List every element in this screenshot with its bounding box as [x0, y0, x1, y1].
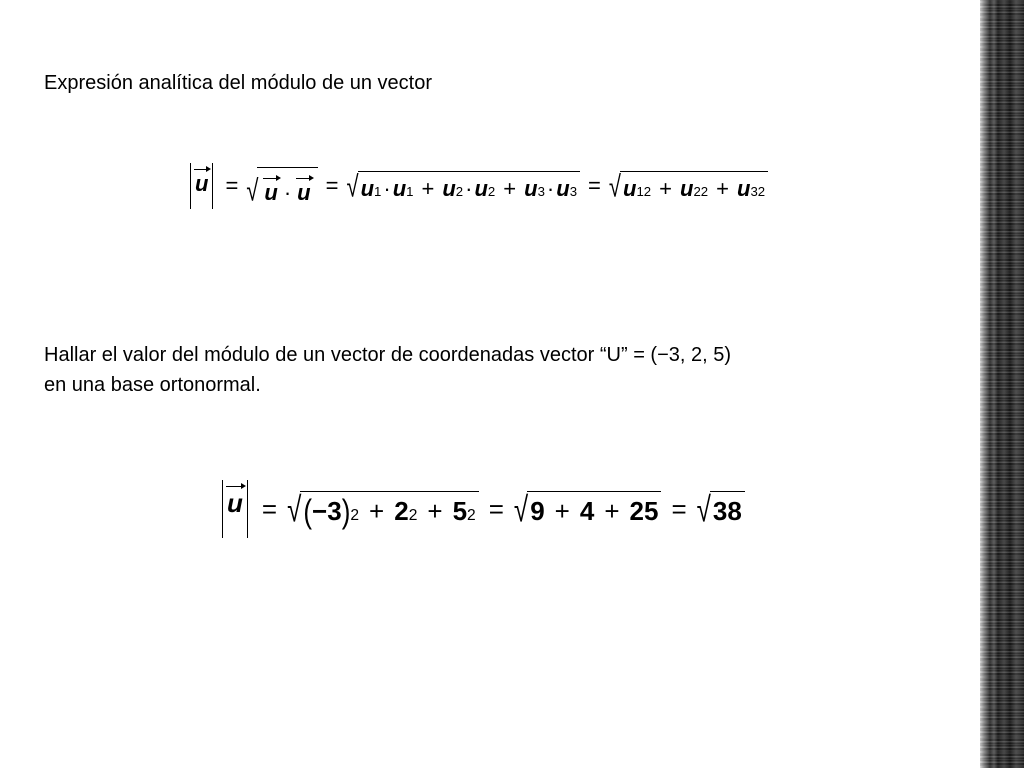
u-term: u	[474, 175, 488, 201]
vector-arrow-icon	[226, 486, 244, 487]
radical-icon: √	[346, 169, 359, 203]
decorative-edge	[980, 0, 1024, 768]
problem-line-2: en una base ortonormal.	[44, 374, 261, 396]
exponent: 2	[700, 183, 709, 199]
u-term: u	[392, 175, 407, 201]
plus-sign: +	[503, 175, 517, 201]
index: 2	[693, 183, 701, 199]
value-25: 25	[629, 496, 659, 526]
plus-sign: +	[421, 175, 435, 201]
index: 3	[569, 183, 578, 199]
vector-module	[222, 480, 248, 538]
equals-sign: =	[325, 173, 339, 198]
sqrt-result	[696, 489, 745, 530]
sqrt-squares-sum	[287, 489, 479, 531]
problem-line-1: Hallar el valor del módulo de un vector de coordenadas vector “U” = (−3, 2, 5)	[44, 344, 732, 366]
exponent: 2	[467, 507, 476, 524]
u-term: u	[360, 175, 375, 201]
equals-sign: =	[671, 493, 687, 524]
component-2: 2	[394, 496, 409, 526]
value-4: 4	[579, 496, 595, 526]
component-neg3: −3	[312, 496, 342, 526]
radical-icon: √	[513, 489, 529, 530]
equals-sign: =	[488, 493, 504, 524]
equals-sign: =	[261, 493, 278, 524]
u-term: u	[736, 175, 751, 201]
plus-sign: +	[604, 496, 620, 526]
dot-operator: ·	[465, 175, 473, 201]
u-term: u	[442, 175, 456, 201]
exponent: 2	[408, 507, 418, 524]
radical-icon: √	[287, 489, 302, 530]
abs-bar-right	[212, 163, 213, 209]
index: 1	[374, 183, 382, 199]
index: 3	[537, 183, 545, 199]
vector-module	[190, 163, 213, 209]
dot-operator: ·	[383, 175, 391, 201]
dot-operator: ·	[283, 179, 292, 205]
module-formula-general	[190, 158, 768, 214]
plus-sign: +	[554, 496, 570, 526]
plus-sign: +	[369, 496, 385, 526]
value-9: 9	[530, 496, 545, 526]
equals-sign: =	[588, 173, 601, 198]
index: 1	[636, 183, 644, 199]
vector-u: u	[195, 171, 209, 196]
sqrt-component-squares	[609, 171, 768, 202]
heading-text	[44, 68, 432, 98]
plus-sign: +	[659, 175, 672, 201]
component-5: 5	[452, 496, 468, 526]
sqrt-component-products	[346, 171, 580, 202]
sqrt-numeric-sum	[513, 489, 662, 530]
vector-arrow-icon	[194, 169, 209, 170]
u-term: u	[622, 175, 637, 201]
paren-open: (	[303, 491, 313, 531]
index: 2	[487, 183, 496, 199]
vector-u: u	[227, 488, 243, 518]
u-term: u	[679, 175, 694, 201]
u-term: u	[524, 175, 538, 201]
plus-sign: +	[427, 496, 443, 526]
index: 3	[750, 183, 758, 199]
exponent: 2	[757, 183, 766, 199]
radical-icon: √	[696, 489, 711, 530]
abs-bar-right	[247, 480, 248, 538]
vector-u: u	[264, 179, 278, 205]
vector-u: u	[297, 179, 311, 205]
sqrt-dot-product	[246, 167, 317, 206]
result-38: 38	[712, 496, 742, 526]
u-term: u	[556, 175, 570, 201]
radical-icon: √	[608, 169, 621, 203]
plus-sign: +	[716, 175, 729, 201]
problem-text	[44, 340, 731, 400]
exponent: 2	[643, 183, 652, 199]
dot-operator: ·	[546, 175, 555, 201]
paren-close: )	[341, 491, 351, 531]
equals-sign: =	[225, 173, 239, 198]
index: 2	[455, 183, 464, 199]
module-formula-example	[222, 475, 745, 543]
vector-arrow-icon	[263, 178, 278, 179]
index: 1	[406, 183, 414, 199]
vector-arrow-icon	[296, 178, 311, 179]
exponent: 2	[350, 507, 360, 524]
radical-icon: √	[246, 173, 259, 207]
heading-line: Expresión analítica del módulo de un vector	[44, 72, 433, 94]
